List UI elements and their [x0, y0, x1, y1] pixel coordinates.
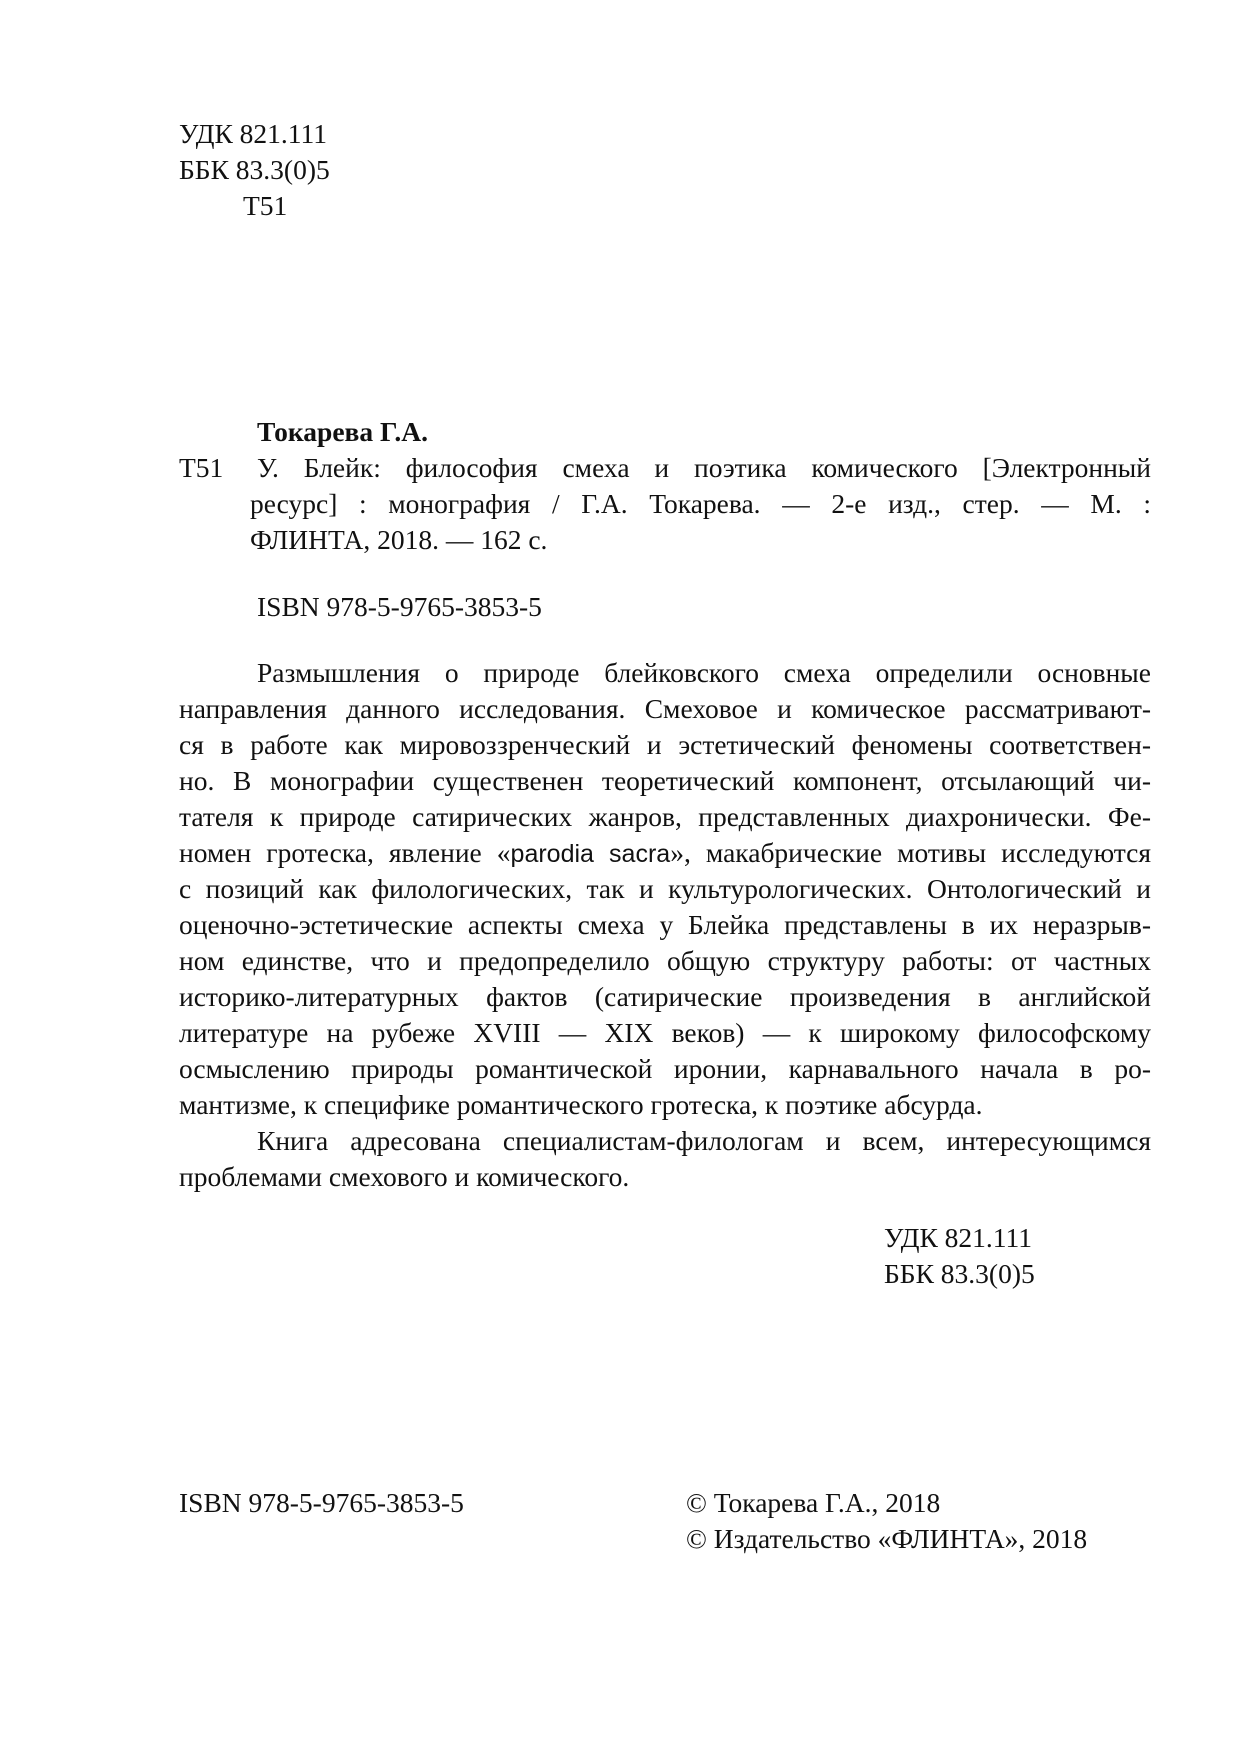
header-author-sign: Т51	[243, 190, 288, 221]
annotation-latin-term: parodia sacra	[510, 840, 671, 868]
annotation-text: », макабрические мотивы исследуются	[670, 837, 1151, 868]
annotation-line: с позиций как филологических, так и культурологических. Онтологический и	[179, 873, 1151, 904]
annotation-line: направления данного исследования. Смеховое и комическое рассматривают-	[179, 693, 1151, 724]
annotation-line: ся в работе как мировоззренческий и эстетический феномены соответствен-	[179, 729, 1151, 760]
copyright-publisher: © Издательство «ФЛИНТА», 2018	[686, 1523, 1088, 1554]
annotation-line: Размышления о природе блейковского смеха определили основные	[257, 657, 1151, 688]
annotation-line: проблемами смехового и комического.	[179, 1161, 630, 1192]
annotation-text: номен гротеска, явление «	[179, 837, 511, 868]
annotation-line: осмыслению природы романтической иронии, карнавального начала в ро-	[179, 1053, 1151, 1084]
annotation-line: Книга адресована специалистам-филологам и всем, интересующимся	[257, 1125, 1151, 1156]
footer-bbk: ББК 83.3(0)5	[884, 1258, 1035, 1289]
annotation-line: историко-литературных фактов (сатирические произведения в английской	[179, 981, 1151, 1012]
annotation-line: тателя к природе сатирических жанров, представленных диахронически. Фе-	[179, 801, 1151, 832]
header-bbk: ББК 83.3(0)5	[179, 154, 330, 185]
record-sign: Т51	[179, 452, 224, 483]
annotation-line-mixed	[179, 835, 1151, 872]
header-udk: УДК 821.111	[179, 118, 328, 149]
annotation-line: мантизме, к специфике романтического гротеска, к поэтике абсурда.	[179, 1089, 983, 1120]
record-line-3: ФЛИНТА, 2018. — 162 с.	[250, 524, 548, 555]
record-isbn: ISBN 978-5-9765-3853-5	[257, 591, 542, 622]
annotation-line: литературе на рубеже XVIII — XIX веков) — к широкому философскому	[179, 1017, 1151, 1048]
annotation-line: оценочно-эстетические аспекты смеха у Блейка представлены в их неразрыв-	[179, 909, 1151, 940]
annotation-line: ном единстве, что и предопределило общую структуру работы: от частных	[179, 945, 1151, 976]
copyright-author: © Токарева Г.А., 2018	[686, 1487, 941, 1518]
record-line-2: ресурс] : монография / Г.А. Токарева. — 2-е изд., стер. — М. :	[250, 488, 1151, 519]
record-line-1: У. Блейк: философия смеха и поэтика комического [Электронный	[257, 452, 1151, 483]
bottom-isbn: ISBN 978-5-9765-3853-5	[179, 1487, 464, 1518]
footer-udk: УДК 821.111	[884, 1222, 1033, 1253]
annotation-line: но. В монографии существенен теоретический компонент, отсылающий чи-	[179, 765, 1151, 796]
record-author: Токарева Г.А.	[257, 416, 429, 447]
